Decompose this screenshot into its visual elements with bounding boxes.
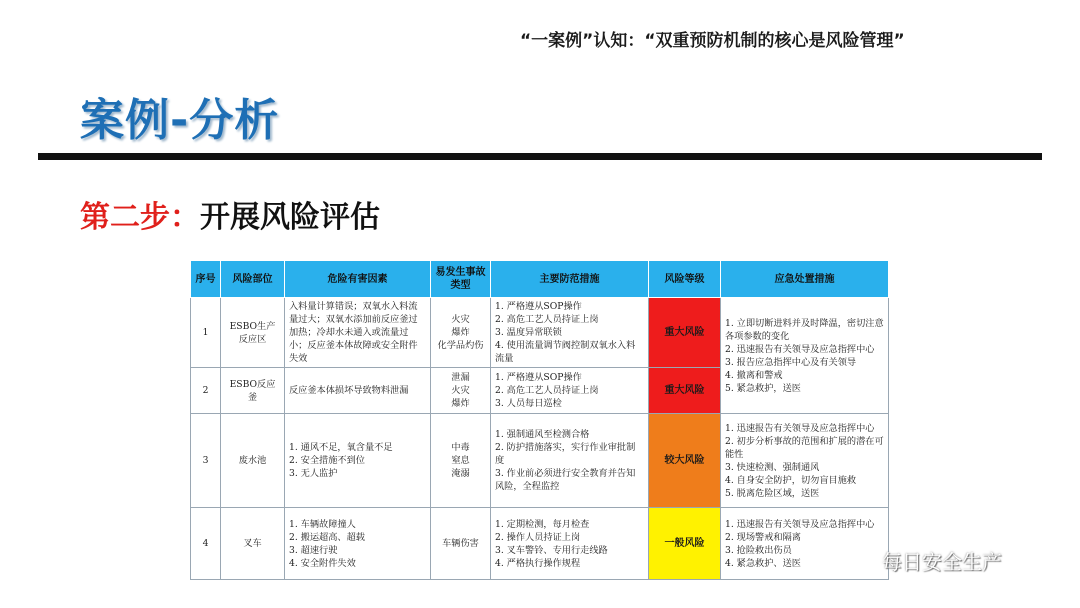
accident-item: 淹溺 — [451, 468, 470, 479]
wechat-icon — [834, 545, 876, 575]
hazard-item: 2. 安全措施不到位 — [289, 455, 365, 466]
measure-item: 3. 叉车警铃、专用行走线路 — [495, 544, 608, 556]
emergency-item: 4. 撤离和警戒 — [725, 369, 783, 381]
measure-item: 3. 作业前必须进行安全教育并告知风险，全程监控 — [495, 468, 636, 492]
measure-item: 1. 严格遵从SOP操作 — [495, 372, 582, 383]
column-header-hazards: 危险有害因素 — [285, 261, 431, 298]
risk-location: 废水池 — [221, 414, 285, 508]
emergency-item: 2. 现场警戒和隔离 — [725, 531, 801, 543]
emergency-item: 5. 脱离危险区域，送医 — [725, 487, 820, 499]
step-heading — [80, 192, 380, 236]
measure-item: 2. 防护措施落实，实行作业审批制度 — [495, 442, 636, 466]
column-header-emergency: 应急处置措施 — [721, 261, 889, 298]
accident-type — [431, 414, 491, 508]
title-divider — [38, 153, 1042, 160]
emergency-item: 2. 迅速报告有关领导及应急指挥中心 — [725, 343, 875, 355]
risk-assessment-table — [190, 260, 888, 578]
emergency-item: 1. 立即切断进料并及时降温，密切注意各项参数的变化 — [725, 317, 884, 342]
measure-item: 1. 定期检测，每月检查 — [495, 518, 590, 530]
row-number: 4 — [191, 508, 221, 580]
measure-item: 1. 严格遵从SOP操作 — [495, 301, 582, 312]
row-number: 2 — [191, 368, 221, 414]
prevention-measures — [491, 368, 649, 414]
hazard-item: 反应釜本体损坏导致物料泄漏 — [289, 385, 409, 396]
step-text: 开展风险评估 — [200, 200, 380, 235]
risk-location: ESBO反应釜 — [221, 368, 285, 414]
hazard-item: 入料量计算错误；双氧水入料流量过大；双氧水添加前反应釜过加热；冷却水未通入或流量过小；反应釜本体故障或安全附件失效 — [289, 301, 418, 364]
risk-location: 叉车 — [221, 508, 285, 580]
emergency-item: 3. 快速检测、强制通风 — [725, 461, 820, 473]
measure-item: 4. 使用流量调节阀控制双氧水入料流量 — [495, 340, 636, 364]
watermark — [834, 545, 1002, 575]
hazard-factors — [285, 414, 431, 508]
column-header-no: 序号 — [191, 261, 221, 298]
accident-item: 爆炸 — [451, 398, 470, 409]
prevention-measures — [491, 414, 649, 508]
emergency-measures — [721, 414, 889, 508]
hazard-item: 1. 通风不足，氧含量不足 — [289, 442, 393, 453]
watermark-text: 每日安全生产 — [882, 549, 1002, 574]
emergency-item: 2. 初步分析事故的范围和扩展的潜在可能性 — [725, 435, 884, 460]
emergency-item: 5. 紧急救护，送医 — [725, 382, 801, 394]
measure-item: 2. 高危工艺人员持证上岗 — [495, 385, 599, 396]
table-row — [191, 508, 889, 580]
hazard-factors — [285, 298, 431, 368]
slide-title: 案例-分析 — [80, 95, 280, 146]
hazard-factors — [285, 508, 431, 580]
column-header-accident-type: 易发生事故类型 — [431, 261, 491, 298]
column-header-measures: 主要防范措施 — [491, 261, 649, 298]
emergency-item: 3. 抢险救出伤员 — [725, 544, 792, 556]
column-header-risk-level: 风险等级 — [649, 261, 721, 298]
measure-item: 2. 操作人员持证上岗 — [495, 531, 581, 543]
measure-item: 1. 强制通风至检测合格 — [495, 429, 590, 440]
accident-item: 爆炸 — [451, 327, 470, 338]
table-row — [191, 298, 889, 368]
emergency-item: 3. 报告应急指挥中心及有关领导 — [725, 356, 857, 368]
measure-item: 4. 严格执行操作规程 — [495, 557, 581, 569]
emergency-item: 4. 自身安全防护，切勿盲目施救 — [725, 474, 857, 486]
accident-type — [431, 368, 491, 414]
accident-item: 车辆伤害 — [442, 538, 479, 549]
risk-table — [190, 260, 889, 580]
accident-item: 化学品灼伤 — [437, 340, 484, 351]
risk-level-badge: 较大风险 — [649, 414, 721, 508]
accident-item: 窒息 — [451, 455, 470, 466]
hazard-item: 3. 无人监护 — [289, 468, 338, 479]
accident-item: 泄漏 — [451, 372, 470, 383]
prevention-measures — [491, 298, 649, 368]
measure-item: 2. 高危工艺人员持证上岗 — [495, 314, 599, 325]
hazard-item: 1. 车辆故障撞人 — [289, 518, 356, 530]
step-label: 第二步： — [80, 200, 200, 235]
accident-type — [431, 298, 491, 368]
row-number: 3 — [191, 414, 221, 508]
risk-level-badge: 重大风险 — [649, 368, 721, 414]
hazard-item: 2. 搬运超高、超载 — [289, 531, 365, 543]
emergency-item: 1. 迅速报告有关领导及应急指挥中心 — [725, 422, 875, 434]
hazard-factors — [285, 368, 431, 414]
table-row — [191, 414, 889, 508]
table-header-row — [191, 261, 889, 298]
accident-item: 火灾 — [451, 385, 470, 396]
accident-item: 火灾 — [451, 314, 470, 325]
risk-level-badge: 重大风险 — [649, 298, 721, 368]
hazard-item: 3. 超速行驶 — [289, 544, 338, 556]
column-header-location: 风险部位 — [221, 261, 285, 298]
risk-location: ESBO生产反应区 — [221, 298, 285, 368]
slide-caption: “一案例”认知：“双重预防机制的核心是风险管理” — [520, 31, 905, 51]
accident-item: 中毒 — [451, 442, 470, 453]
accident-type — [431, 508, 491, 580]
prevention-measures — [491, 508, 649, 580]
measure-item: 3. 人员每日巡检 — [495, 398, 562, 409]
emergency-measures — [721, 298, 889, 414]
row-number: 1 — [191, 298, 221, 368]
hazard-item: 4. 安全附件失效 — [289, 557, 356, 569]
emergency-item: 1. 迅速报告有关领导及应急指挥中心 — [725, 518, 875, 530]
risk-level-badge: 一般风险 — [649, 508, 721, 580]
measure-item: 3. 温度异常联锁 — [495, 327, 562, 338]
emergency-item: 4. 紧急救护、送医 — [725, 557, 801, 569]
